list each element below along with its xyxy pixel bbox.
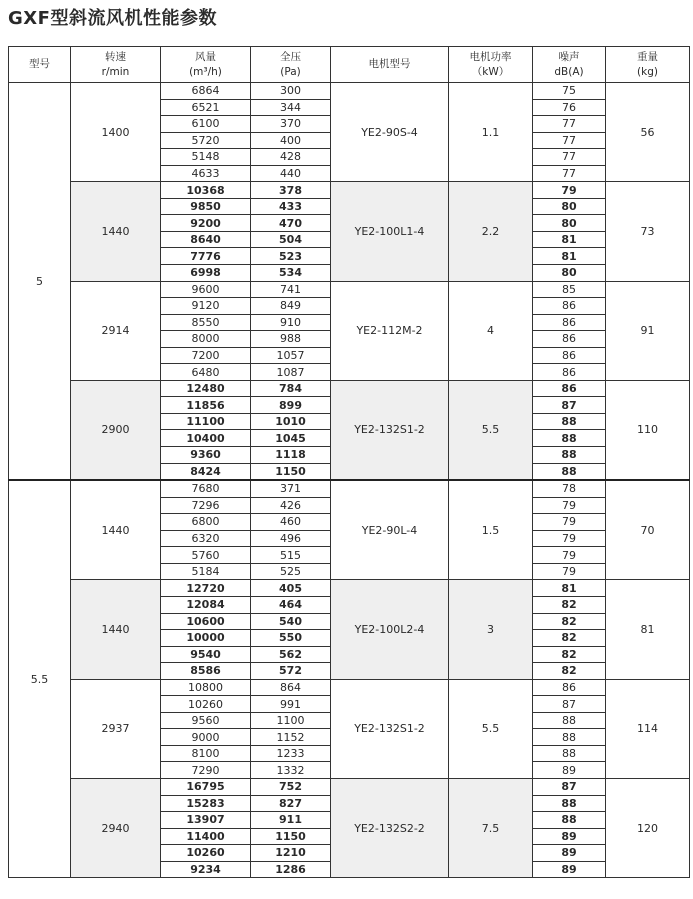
power-cell: 5.5 (449, 380, 533, 480)
model-cell: 5.5 (9, 480, 71, 878)
pressure-cell: 1152 (251, 729, 331, 746)
pressure-cell: 405 (251, 580, 331, 597)
airflow-cell: 11400 (161, 828, 251, 845)
noise-cell: 79 (533, 497, 606, 514)
speed-cell: 2940 (71, 778, 161, 877)
airflow-cell: 10400 (161, 430, 251, 447)
airflow-cell: 12720 (161, 580, 251, 597)
motor-cell: YE2-112M-2 (331, 281, 449, 380)
table-body (9, 83, 690, 878)
power-cell: 7.5 (449, 778, 533, 877)
airflow-cell: 5720 (161, 132, 251, 149)
weight-cell: 91 (606, 281, 690, 380)
noise-cell: 81 (533, 580, 606, 597)
pressure-cell: 1286 (251, 861, 331, 878)
airflow-cell: 10260 (161, 845, 251, 862)
airflow-cell: 4633 (161, 165, 251, 182)
pressure-cell: 752 (251, 778, 331, 795)
motor-cell: YE2-132S1-2 (331, 380, 449, 480)
noise-cell: 88 (533, 712, 606, 729)
speed-cell: 1440 (71, 580, 161, 679)
pressure-cell: 496 (251, 530, 331, 547)
noise-cell: 88 (533, 745, 606, 762)
table-row (9, 480, 690, 497)
weight-cell: 56 (606, 83, 690, 182)
pressure-cell: 525 (251, 563, 331, 580)
noise-cell: 86 (533, 679, 606, 696)
airflow-cell: 9850 (161, 198, 251, 215)
noise-cell: 88 (533, 729, 606, 746)
power-cell: 1.5 (449, 480, 533, 580)
table-row (9, 182, 690, 199)
pressure-cell: 1150 (251, 463, 331, 480)
pressure-cell: 400 (251, 132, 331, 149)
noise-cell: 77 (533, 116, 606, 133)
noise-cell: 79 (533, 547, 606, 564)
pressure-cell: 433 (251, 198, 331, 215)
airflow-cell: 12084 (161, 596, 251, 613)
airflow-cell: 5760 (161, 547, 251, 564)
noise-cell: 88 (533, 447, 606, 464)
pressure-cell: 572 (251, 663, 331, 680)
pressure-cell: 540 (251, 613, 331, 630)
pressure-cell: 1057 (251, 347, 331, 364)
noise-cell: 75 (533, 83, 606, 100)
noise-cell: 87 (533, 397, 606, 414)
noise-cell: 82 (533, 663, 606, 680)
airflow-cell: 12480 (161, 380, 251, 397)
motor-cell: YE2-90L-4 (331, 480, 449, 580)
airflow-cell: 15283 (161, 795, 251, 812)
noise-cell: 87 (533, 696, 606, 713)
pressure-cell: 378 (251, 182, 331, 199)
speed-cell: 1440 (71, 182, 161, 281)
noise-cell: 80 (533, 215, 606, 232)
pressure-cell: 911 (251, 812, 331, 829)
noise-cell: 85 (533, 281, 606, 298)
airflow-cell: 9234 (161, 861, 251, 878)
airflow-cell: 5148 (161, 149, 251, 166)
table-row (9, 281, 690, 298)
pressure-cell: 370 (251, 116, 331, 133)
noise-cell: 88 (533, 463, 606, 480)
airflow-cell: 8640 (161, 231, 251, 248)
power-cell: 2.2 (449, 182, 533, 281)
header-pressure: 全压 (Pa) (251, 47, 331, 83)
pressure-cell: 827 (251, 795, 331, 812)
noise-cell: 80 (533, 265, 606, 282)
noise-cell: 82 (533, 596, 606, 613)
pressure-cell: 1150 (251, 828, 331, 845)
pressure-cell: 899 (251, 397, 331, 414)
airflow-cell: 6998 (161, 265, 251, 282)
pressure-cell: 464 (251, 596, 331, 613)
noise-cell: 82 (533, 613, 606, 630)
airflow-cell: 10368 (161, 182, 251, 199)
noise-cell: 79 (533, 514, 606, 531)
airflow-cell: 10260 (161, 696, 251, 713)
airflow-cell: 7290 (161, 762, 251, 779)
pressure-cell: 1332 (251, 762, 331, 779)
motor-cell: YE2-132S1-2 (331, 679, 449, 778)
noise-cell: 79 (533, 563, 606, 580)
noise-cell: 77 (533, 132, 606, 149)
airflow-cell: 6521 (161, 99, 251, 116)
noise-cell: 86 (533, 364, 606, 381)
header-weight: 重量 (kg) (606, 47, 690, 83)
table-row (9, 679, 690, 696)
weight-cell: 120 (606, 778, 690, 877)
pressure-cell: 504 (251, 231, 331, 248)
noise-cell: 88 (533, 812, 606, 829)
motor-cell: YE2-132S2-2 (331, 778, 449, 877)
airflow-cell: 6320 (161, 530, 251, 547)
power-cell: 3 (449, 580, 533, 679)
airflow-cell: 6480 (161, 364, 251, 381)
pressure-cell: 371 (251, 480, 331, 497)
noise-cell: 88 (533, 795, 606, 812)
pressure-cell: 988 (251, 331, 331, 348)
airflow-cell: 10800 (161, 679, 251, 696)
pressure-cell: 300 (251, 83, 331, 100)
weight-cell: 81 (606, 580, 690, 679)
motor-cell: YE2-90S-4 (331, 83, 449, 182)
pressure-cell: 784 (251, 380, 331, 397)
weight-cell: 70 (606, 480, 690, 580)
performance-table (8, 46, 690, 878)
airflow-cell: 10600 (161, 613, 251, 630)
airflow-cell: 8424 (161, 463, 251, 480)
header-noise: 噪声 dB(A) (533, 47, 606, 83)
noise-cell: 79 (533, 182, 606, 199)
power-cell: 5.5 (449, 679, 533, 778)
airflow-cell: 8586 (161, 663, 251, 680)
table-row (9, 778, 690, 795)
airflow-cell: 9600 (161, 281, 251, 298)
motor-cell: YE2-100L2-4 (331, 580, 449, 679)
airflow-cell: 9120 (161, 298, 251, 315)
airflow-cell: 7776 (161, 248, 251, 265)
pressure-cell: 741 (251, 281, 331, 298)
pressure-cell: 460 (251, 514, 331, 531)
pressure-cell: 534 (251, 265, 331, 282)
noise-cell: 89 (533, 762, 606, 779)
pressure-cell: 864 (251, 679, 331, 696)
pressure-cell: 1045 (251, 430, 331, 447)
pressure-cell: 1233 (251, 745, 331, 762)
noise-cell: 88 (533, 430, 606, 447)
noise-cell: 79 (533, 530, 606, 547)
header-model: 型号 (9, 47, 71, 83)
noise-cell: 89 (533, 861, 606, 878)
power-cell: 4 (449, 281, 533, 380)
airflow-cell: 8000 (161, 331, 251, 348)
pressure-cell: 515 (251, 547, 331, 564)
airflow-cell: 10000 (161, 630, 251, 647)
noise-cell: 81 (533, 248, 606, 265)
airflow-cell: 11856 (161, 397, 251, 414)
pressure-cell: 344 (251, 99, 331, 116)
speed-cell: 1440 (71, 480, 161, 580)
airflow-cell: 13907 (161, 812, 251, 829)
airflow-cell: 11100 (161, 413, 251, 430)
speed-cell: 1400 (71, 83, 161, 182)
noise-cell: 76 (533, 99, 606, 116)
airflow-cell: 5184 (161, 563, 251, 580)
speed-cell: 2937 (71, 679, 161, 778)
airflow-cell: 8100 (161, 745, 251, 762)
noise-cell: 87 (533, 778, 606, 795)
header-motor: 电机型号 (331, 47, 449, 83)
pressure-cell: 849 (251, 298, 331, 315)
noise-cell: 86 (533, 380, 606, 397)
model-cell: 5 (9, 83, 71, 481)
table-row (9, 83, 690, 100)
noise-cell: 88 (533, 413, 606, 430)
table-row (9, 380, 690, 397)
pressure-cell: 1100 (251, 712, 331, 729)
airflow-cell: 9200 (161, 215, 251, 232)
header-airflow: 风量 (m³/h) (161, 47, 251, 83)
airflow-cell: 9540 (161, 646, 251, 663)
pressure-cell: 550 (251, 630, 331, 647)
airflow-cell: 8550 (161, 314, 251, 331)
pressure-cell: 428 (251, 149, 331, 166)
speed-cell: 2900 (71, 380, 161, 480)
noise-cell: 86 (533, 347, 606, 364)
pressure-cell: 1087 (251, 364, 331, 381)
weight-cell: 110 (606, 380, 690, 480)
airflow-cell: 9360 (161, 447, 251, 464)
noise-cell: 77 (533, 149, 606, 166)
noise-cell: 89 (533, 828, 606, 845)
airflow-cell: 6864 (161, 83, 251, 100)
airflow-cell: 6100 (161, 116, 251, 133)
noise-cell: 77 (533, 165, 606, 182)
airflow-cell: 16795 (161, 778, 251, 795)
power-cell: 1.1 (449, 83, 533, 182)
noise-cell: 78 (533, 480, 606, 497)
pressure-cell: 1210 (251, 845, 331, 862)
airflow-cell: 9000 (161, 729, 251, 746)
pressure-cell: 470 (251, 215, 331, 232)
table-row (9, 580, 690, 597)
airflow-cell: 7200 (161, 347, 251, 364)
pressure-cell: 562 (251, 646, 331, 663)
weight-cell: 114 (606, 679, 690, 778)
noise-cell: 81 (533, 231, 606, 248)
header-speed: 转速 r/min (71, 47, 161, 83)
airflow-cell: 6800 (161, 514, 251, 531)
airflow-cell: 7680 (161, 480, 251, 497)
noise-cell: 80 (533, 198, 606, 215)
table-header-row (9, 47, 690, 83)
pressure-cell: 1010 (251, 413, 331, 430)
airflow-cell: 7296 (161, 497, 251, 514)
noise-cell: 89 (533, 845, 606, 862)
pressure-cell: 440 (251, 165, 331, 182)
pressure-cell: 1118 (251, 447, 331, 464)
motor-cell: YE2-100L1-4 (331, 182, 449, 281)
airflow-cell: 9560 (161, 712, 251, 729)
noise-cell: 86 (533, 331, 606, 348)
pressure-cell: 910 (251, 314, 331, 331)
speed-cell: 2914 (71, 281, 161, 380)
noise-cell: 86 (533, 314, 606, 331)
page-title: GXF型斜流风机性能参数 (8, 8, 217, 29)
pressure-cell: 426 (251, 497, 331, 514)
pressure-cell: 523 (251, 248, 331, 265)
weight-cell: 73 (606, 182, 690, 281)
pressure-cell: 991 (251, 696, 331, 713)
noise-cell: 86 (533, 298, 606, 315)
header-power: 电机功率 （kW） (449, 47, 533, 83)
noise-cell: 82 (533, 630, 606, 647)
noise-cell: 82 (533, 646, 606, 663)
